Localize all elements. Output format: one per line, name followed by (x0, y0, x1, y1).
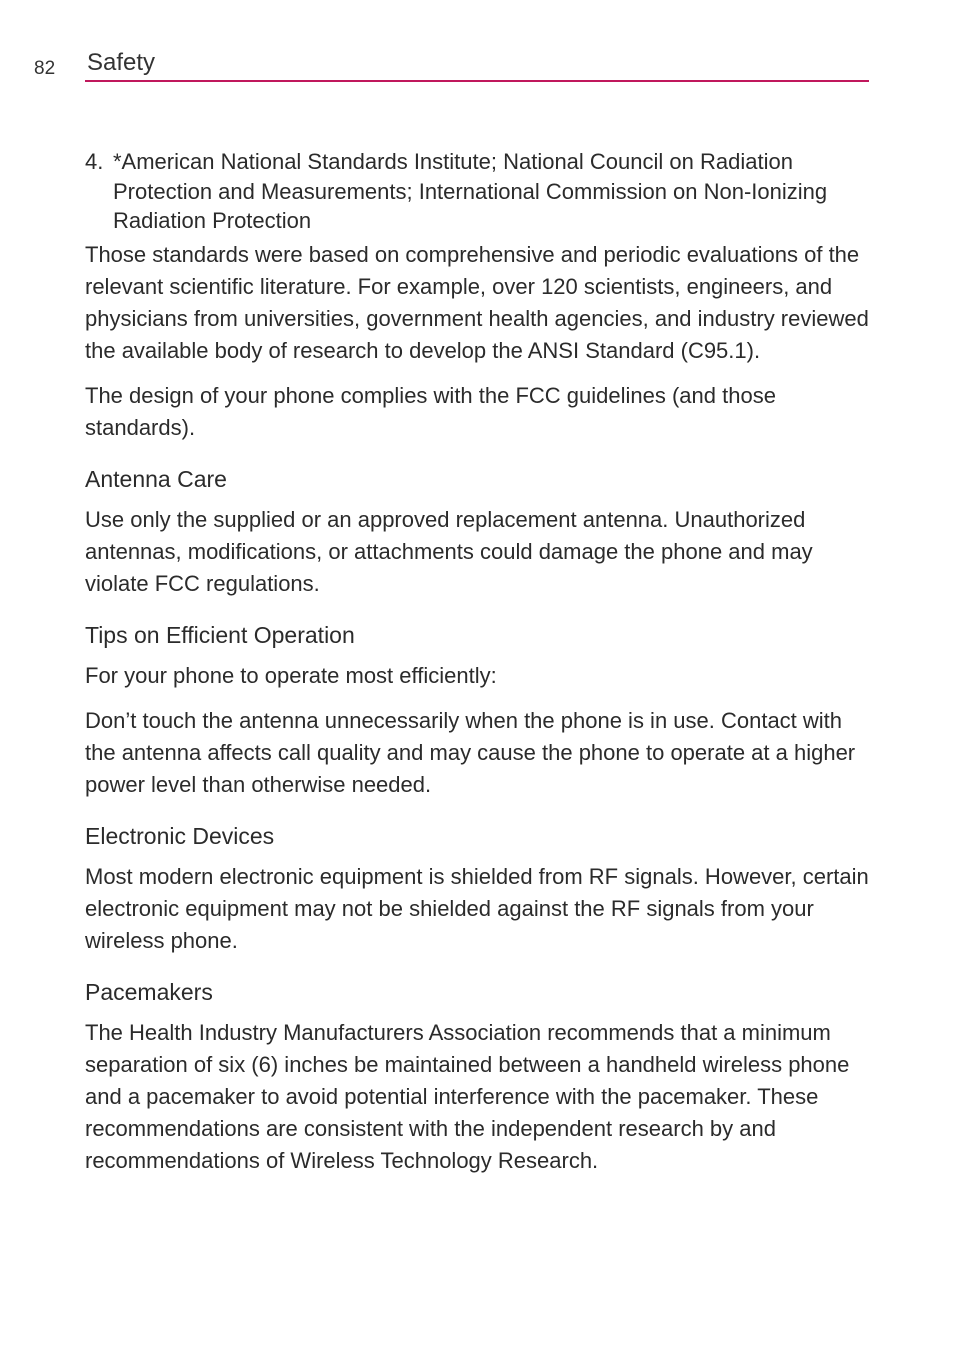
antenna-care-paragraph: Use only the supplied or an approved replacement antenna. Unauthorized antennas, modifications, or attachments could damage the phone and may violate FCC regulations. (85, 506, 813, 596)
pacemakers-paragraph: The Health Industry Manufacturers Association recommends that a minimum separation of six (6) inches be maintained between a handheld wireless phone and a pacemaker to avoid potential interference with the pacemaker. These recommendations are consistent with the independent research by and recommendations of Wireless Technology Research. (85, 1019, 850, 1173)
efficient-operation-paragraph: Don’t touch the antenna unnecessarily when the phone is in use. Contact with the antenna affects call quality and may cause the phone to operate at a higher power level than otherwise needed. (85, 707, 856, 797)
footnote-text: *American National Standards Institute; National Council on Radiation Protection and Measurements; International Commission on Non-Ionizing Radiation Protection (113, 149, 828, 233)
header-divider (85, 80, 869, 82)
pacemakers-heading: Pacemakers (85, 978, 213, 1005)
footnote-item (85, 147, 870, 236)
compliance-paragraph: The design of your phone complies with the FCC guidelines (and those standards). (85, 382, 776, 440)
page-number: 82 (34, 58, 56, 79)
antenna-care-heading: Antenna Care (85, 465, 227, 492)
efficient-operation-intro: For your phone to operate most efficiently: (85, 662, 497, 688)
electronic-devices-heading: Electronic Devices (85, 822, 275, 849)
footnote-number: 4. (85, 149, 104, 174)
standards-paragraph: Those standards were based on comprehensive and periodic evaluations of the relevant scientific literature. For example, over 120 scientists, engineers, and physicians from universities, government health agencies, and industry reviewed the available body of research to develop the ANSI Standard (C95.1). (85, 241, 869, 363)
electronic-devices-paragraph: Most modern electronic equipment is shielded from RF signals. However, certain electronic equipment may not be shielded against the RF signals from your wireless phone. (85, 863, 869, 953)
page-body (85, 147, 870, 1190)
efficient-operation-heading: Tips on Efficient Operation (85, 621, 355, 648)
section-title: Safety (87, 49, 156, 76)
